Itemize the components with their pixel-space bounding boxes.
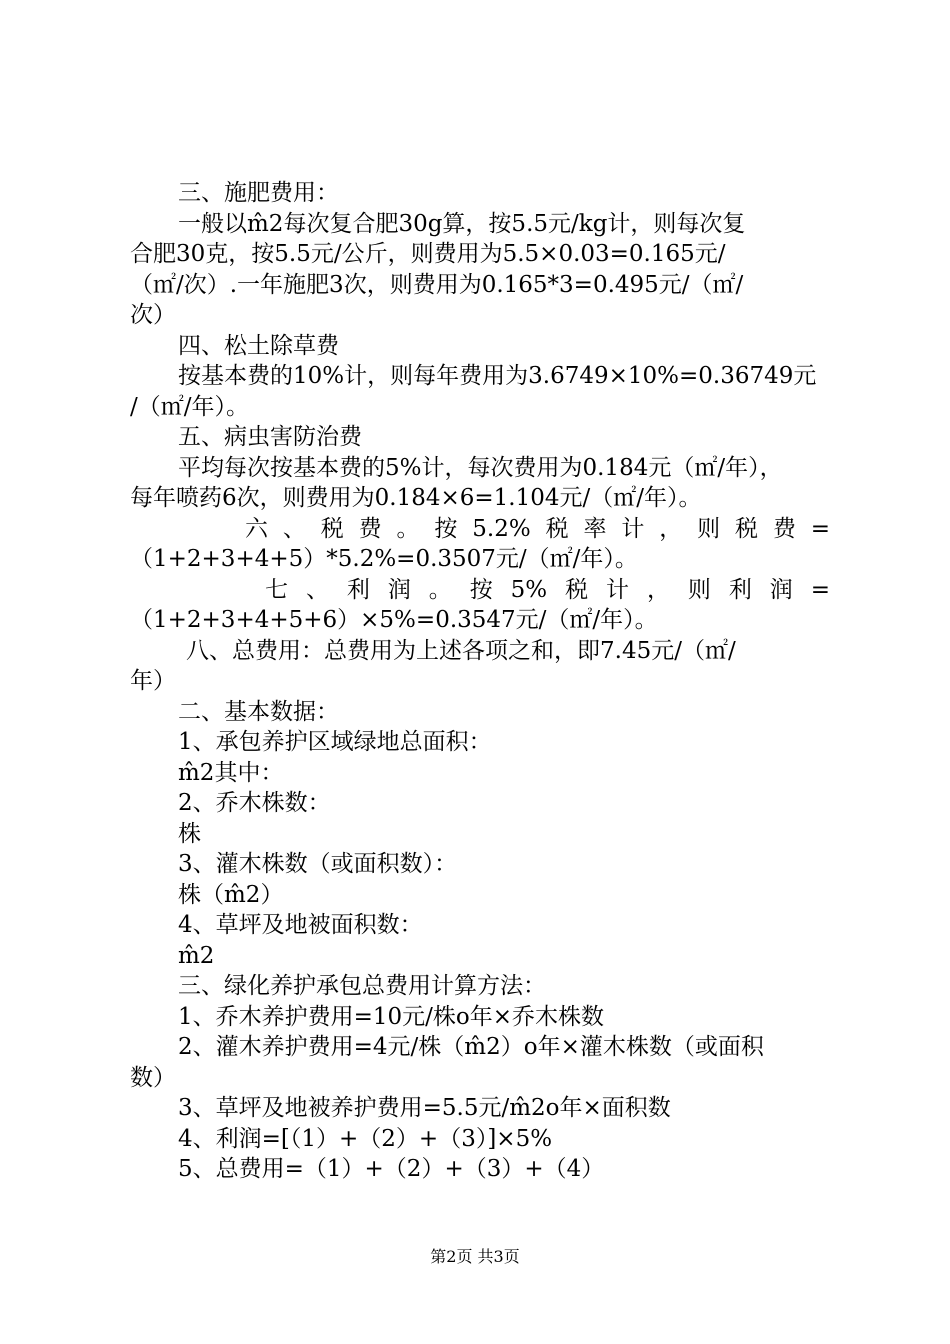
paragraph-line: （㎡/次）.一年施肥3次，则费用为0.165*3=0.495元/（㎡/: [130, 271, 744, 298]
page-footer: 第2页 共3页: [430, 1247, 520, 1266]
heading-pest-control-cost: 五、病虫害防治费: [178, 424, 362, 450]
paragraph-line: /（㎡/年）。: [130, 393, 249, 420]
list-item-value: 株（m̂2）: [178, 881, 284, 908]
list-item: 2、乔木株数：: [178, 790, 331, 816]
list-item-continuation: 数）: [130, 1064, 176, 1091]
list-item: 5、总费用=（1）+（2）+（3）+（4）: [178, 1156, 605, 1182]
list-item-value: m̂2: [178, 942, 215, 969]
list-item: 3、草坪及地被养护费用=5.5元/m̂2o年×面积数: [178, 1095, 671, 1121]
heading-weeding-cost: 四、松土除草费: [178, 332, 339, 359]
paragraph-line: 次）: [130, 302, 176, 328]
heading-fertilizer-cost: 三、施肥费用：: [178, 180, 339, 206]
paragraph-line: 按基本费的10%计，则每年费用为3.6749×10%=0.36749元: [178, 363, 817, 389]
heading-calculation-method: 三、绿化养护承包总费用计算方法：: [178, 973, 546, 999]
paragraph-line: 年）: [130, 668, 176, 694]
paragraph-line: （1+2+3+4+5+6）×5%=0.3547元/（㎡/年）。: [130, 607, 658, 633]
list-item-value: 株: [178, 820, 201, 847]
paragraph-line-tax: 六、税费。按5.2%税率计，则税费=: [245, 515, 830, 542]
paragraph-line-profit: 七、利润。按5%税计，则利润=: [265, 576, 830, 603]
paragraph-line: （1+2+3+4+5）*5.2%=0.3507元/（㎡/年）。: [130, 546, 638, 572]
list-item: 1、乔木养护费用=10元/株o年×乔木株数: [178, 1003, 605, 1030]
paragraph-line: 平均每次按基本费的5%计，每次费用为0.184元（㎡/年），: [178, 454, 783, 481]
paragraph-line: 合肥30克，按5.5元/公斤，则费用为5.5×0.03=0.165元/: [130, 241, 726, 267]
list-item: 2、灌木养护费用=4元/株（m̂2）o年×灌木株数（或面积: [178, 1034, 764, 1060]
paragraph-line: 一般以m̂2每次复合肥30g算，按5.5元/kg计，则每次复: [178, 210, 746, 237]
list-item: 4、草坪及地被面积数：: [178, 912, 423, 938]
list-item: 3、灌木株数（或面积数）：: [178, 851, 458, 877]
list-item: 4、利润=[（1）+（2）+（3）]×5%: [178, 1125, 553, 1152]
document-body: [130, 178, 830, 1185]
heading-basic-data: 二、基本数据：: [178, 698, 339, 725]
paragraph-line: 每年喷药6次，则费用为0.184×6=1.104元/（㎡/年）。: [130, 485, 702, 511]
list-item: 1、承包养护区域绿地总面积：: [178, 729, 492, 755]
paragraph-line-total: 八、总费用：总费用为上述各项之和，即7.45元/（㎡/: [186, 637, 736, 664]
list-item-value: m̂2其中：: [178, 759, 284, 786]
